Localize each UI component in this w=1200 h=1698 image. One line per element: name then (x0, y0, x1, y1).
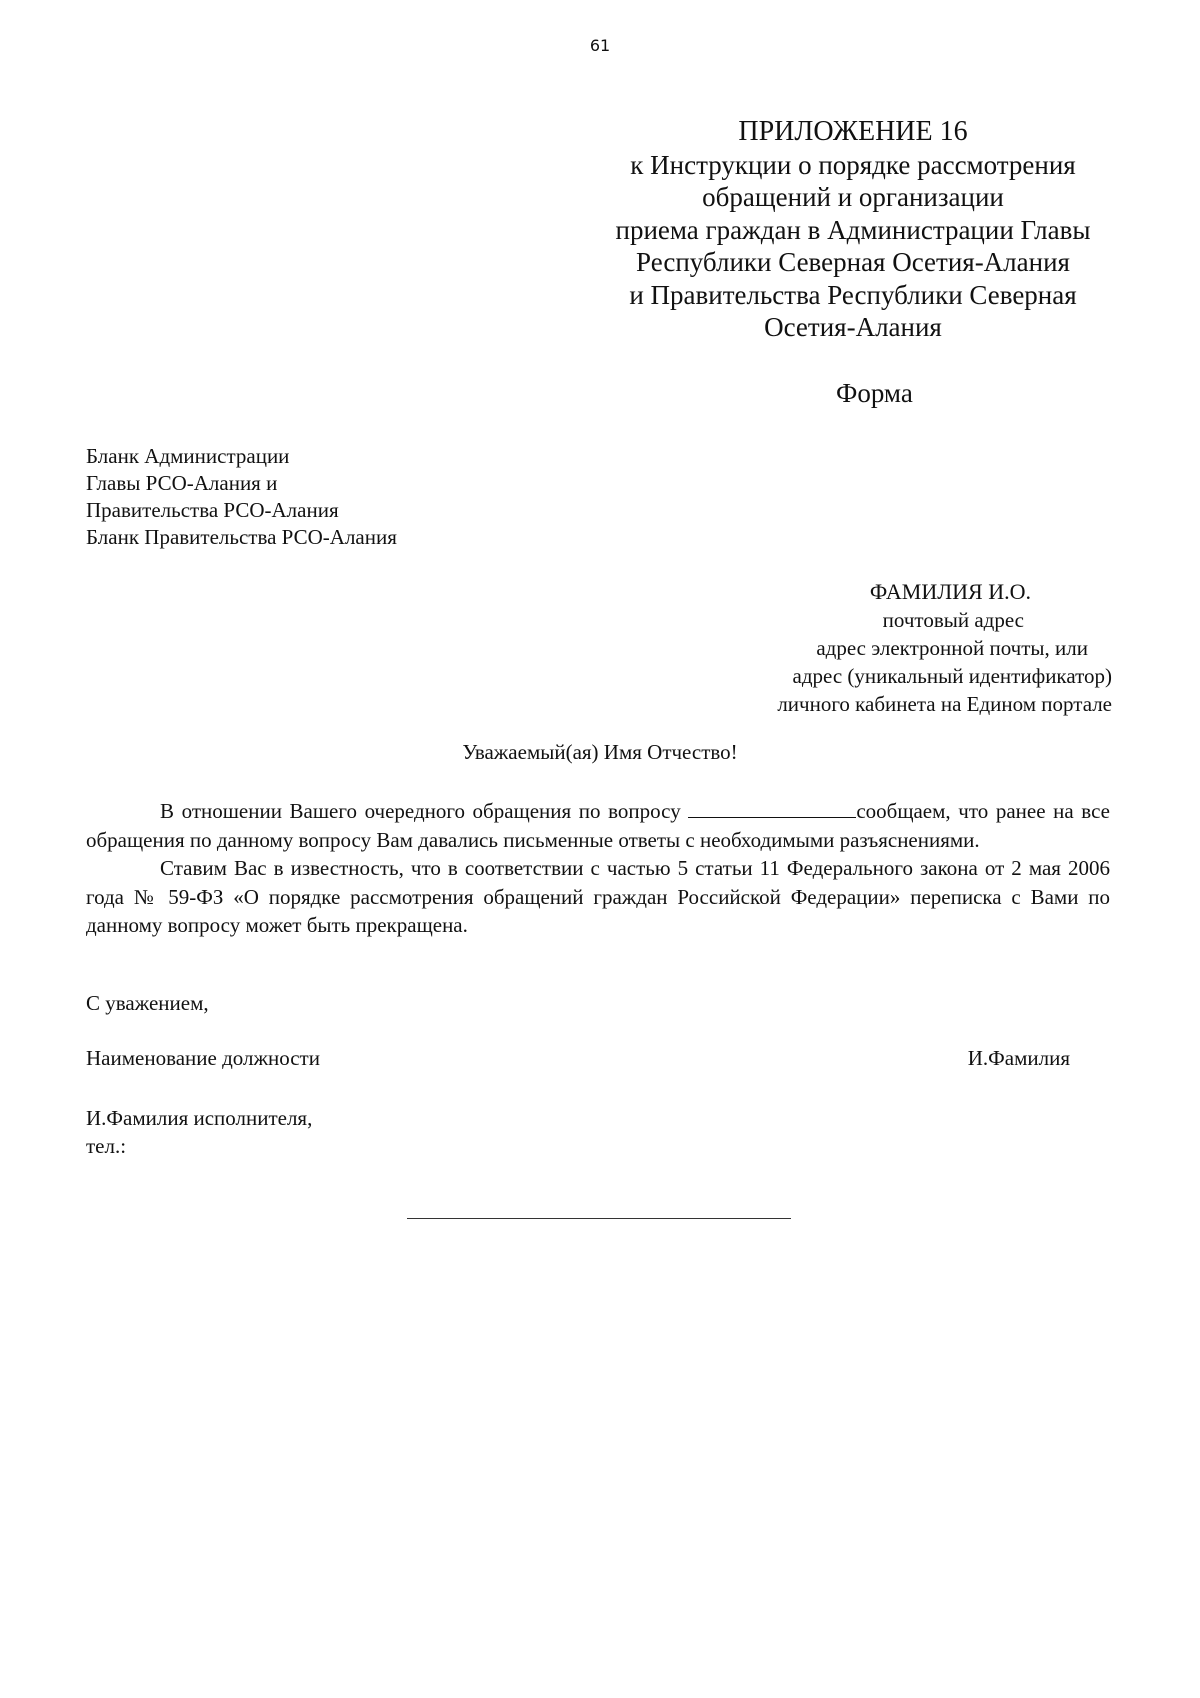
recipient-block (777, 578, 1112, 718)
body-p1-start: В отношении Вашего очередного обращения по вопросу (160, 799, 689, 823)
sender-block (86, 443, 397, 551)
form-label: Форма (836, 378, 913, 408)
recipient-name: ФАМИЛИЯ И.О. (869, 579, 1031, 604)
question-blank-line (688, 799, 856, 818)
appendix-line: Республики Северная Осетия-Алания (636, 247, 1070, 277)
recipient-email: адрес электронной почты, или (816, 636, 1088, 660)
signer-name: И.Фамилия (967, 1046, 1070, 1070)
appendix-line: Осетия-Алания (764, 312, 942, 342)
appendix-line: и Правительства Республики Северная (629, 279, 1077, 310)
appendix-line: приема граждан в Администрации Главы (615, 214, 1091, 245)
executor-phone: тел.: (86, 1134, 127, 1158)
executor-name: И.Фамилия исполнителя, (86, 1106, 313, 1130)
recipient-identifier: адрес (уникальный идентификатор) (792, 664, 1112, 688)
executor-block (86, 1104, 312, 1160)
appendix-line: к Инструкции о порядке рассмотрения (630, 149, 1076, 180)
sender-line: Бланк Администрации (86, 444, 290, 468)
signer-position: Наименование должности (86, 1046, 320, 1070)
body-paragraph-2: Ставим Вас в известность, что в соответствии с частью 5 статьи 11 Федерального закона от 2 мая 2006 года № 59-ФЗ «О порядке рассмотрения обращений граждан Российской Федерации» переписка с Вами по данному вопросу может быть прекращена. (86, 856, 1110, 937)
sender-line: Главы РСО-Алания и (86, 471, 278, 495)
letter-body (86, 797, 1110, 940)
recipient-cabinet: личного кабинета на Едином портале (777, 692, 1112, 716)
body-paragraph-1 (86, 797, 1110, 854)
appendix-line: обращений и организации (702, 182, 1004, 212)
body-p1-end: сообщаем, что ранее на все обращения по данному вопросу Вам давались письменные ответы с необходимыми разъяснениями. (86, 799, 1110, 852)
sender-line: Бланк Правительства РСО-Алания (86, 525, 397, 549)
appendix-header (583, 116, 1123, 344)
salutation: Уважаемый(ая) Имя Отчество! (462, 740, 738, 764)
appendix-title: ПРИЛОЖЕНИЕ 16 (738, 116, 968, 147)
sender-line: Правительства РСО-Алания (86, 498, 339, 522)
closing: С уважением, (86, 991, 209, 1015)
footer-divider (407, 1218, 791, 1219)
recipient-postal-address: почтовый адрес (882, 608, 1024, 632)
page-number: 61 (589, 36, 611, 55)
